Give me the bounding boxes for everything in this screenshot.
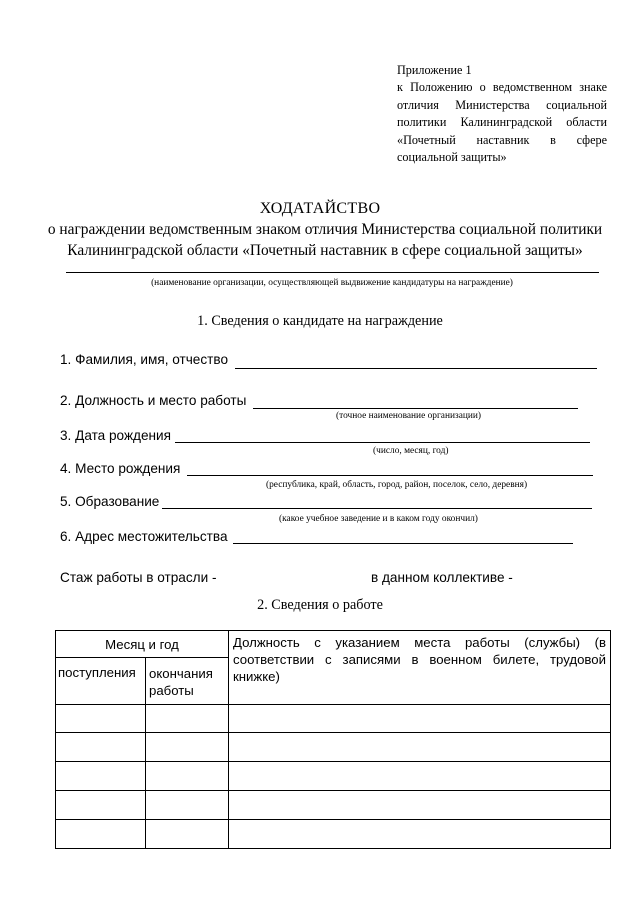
section2-title: 2. Сведения о работе [257,597,383,613]
table-cell[interactable] [56,705,146,733]
table-cell[interactable] [229,733,611,762]
appendix-block [397,62,607,166]
table-cell[interactable] [56,733,146,762]
subtitle-line: Калининградской области «Почетный наставник в сфере социальной защиты» [67,242,583,259]
table-cell[interactable] [229,791,611,820]
address-label: 6. Адрес местожительства [60,529,228,544]
table-cell[interactable] [229,820,611,849]
document-title: ХОДАТАЙСТВО [259,200,381,217]
full-name-field[interactable] [235,368,597,369]
table-cell[interactable] [146,733,229,762]
birth-date-field[interactable] [175,442,590,443]
end-date-header [146,658,229,705]
appendix-line: отличия Министерства социальной [397,97,607,112]
experience-industry-label: Стаж работы в отрасли - [60,570,217,585]
birth-date-caption: (число, месяц, год) [373,446,449,456]
table-cell[interactable] [146,820,229,849]
table-row [56,705,611,733]
birth-place-field[interactable] [187,475,593,476]
table-row [56,733,611,762]
position-field[interactable] [253,408,578,409]
education-caption: (какое учебное заведение и в каком году окончил) [279,514,478,524]
table-cell[interactable] [229,762,611,791]
table-cell[interactable] [56,762,146,791]
table-cell[interactable] [146,762,229,791]
appendix-line: политики Калининградской области [397,115,607,130]
education-field[interactable] [162,508,592,509]
end-date-header-line: работы [149,683,194,698]
table-header-row [56,631,611,658]
month-year-header: Месяц и год [56,631,229,658]
table-row [56,762,611,791]
organization-name-field[interactable] [66,272,599,273]
table-cell[interactable] [56,820,146,849]
position-label: 2. Должность и место работы [60,393,247,408]
position-caption: (точное наименование организации) [336,411,482,421]
table-cell[interactable] [229,705,611,733]
subtitle-line: о награждении ведомственным знаком отличия Министерства социальной политики [47,221,603,238]
birth-date-label: 3. Дата рождения [60,428,172,443]
table-cell[interactable] [56,791,146,820]
table-row [56,820,611,849]
appendix-line: к Положению о ведомственном знаке [397,80,607,95]
appendix-line: Приложение 1 [397,63,472,77]
appendix-line: социальной защиты» [397,150,507,165]
appendix-line: «Почетный наставник в сфере [397,132,607,147]
experience-team-label: в данном коллективе - [371,570,513,585]
start-date-header: поступления [56,658,146,705]
organization-caption: (наименование организации, осуществляющей выдвижение кандидатуры на награждение) [151,278,513,288]
position-description-header: Должность с указанием места работы (службы) (в соответствии с записями в военном билете, трудовой книжке) [229,631,611,705]
full-name-label: 1. Фамилия, имя, отчество [60,352,229,367]
work-history-table [55,630,611,849]
table-row [56,791,611,820]
address-field[interactable] [233,543,573,544]
education-label: 5. Образование [60,494,160,509]
birth-place-caption: (республика, край, область, город, район, поселок, село, деревня) [266,480,528,490]
birth-place-label: 4. Место рождения [60,461,181,476]
table-cell[interactable] [146,791,229,820]
end-date-header-line: окончания [149,666,213,681]
table-cell[interactable] [146,705,229,733]
section1-title: 1. Сведения о кандидате на награждение [197,313,443,329]
document-subtitle [30,219,620,261]
